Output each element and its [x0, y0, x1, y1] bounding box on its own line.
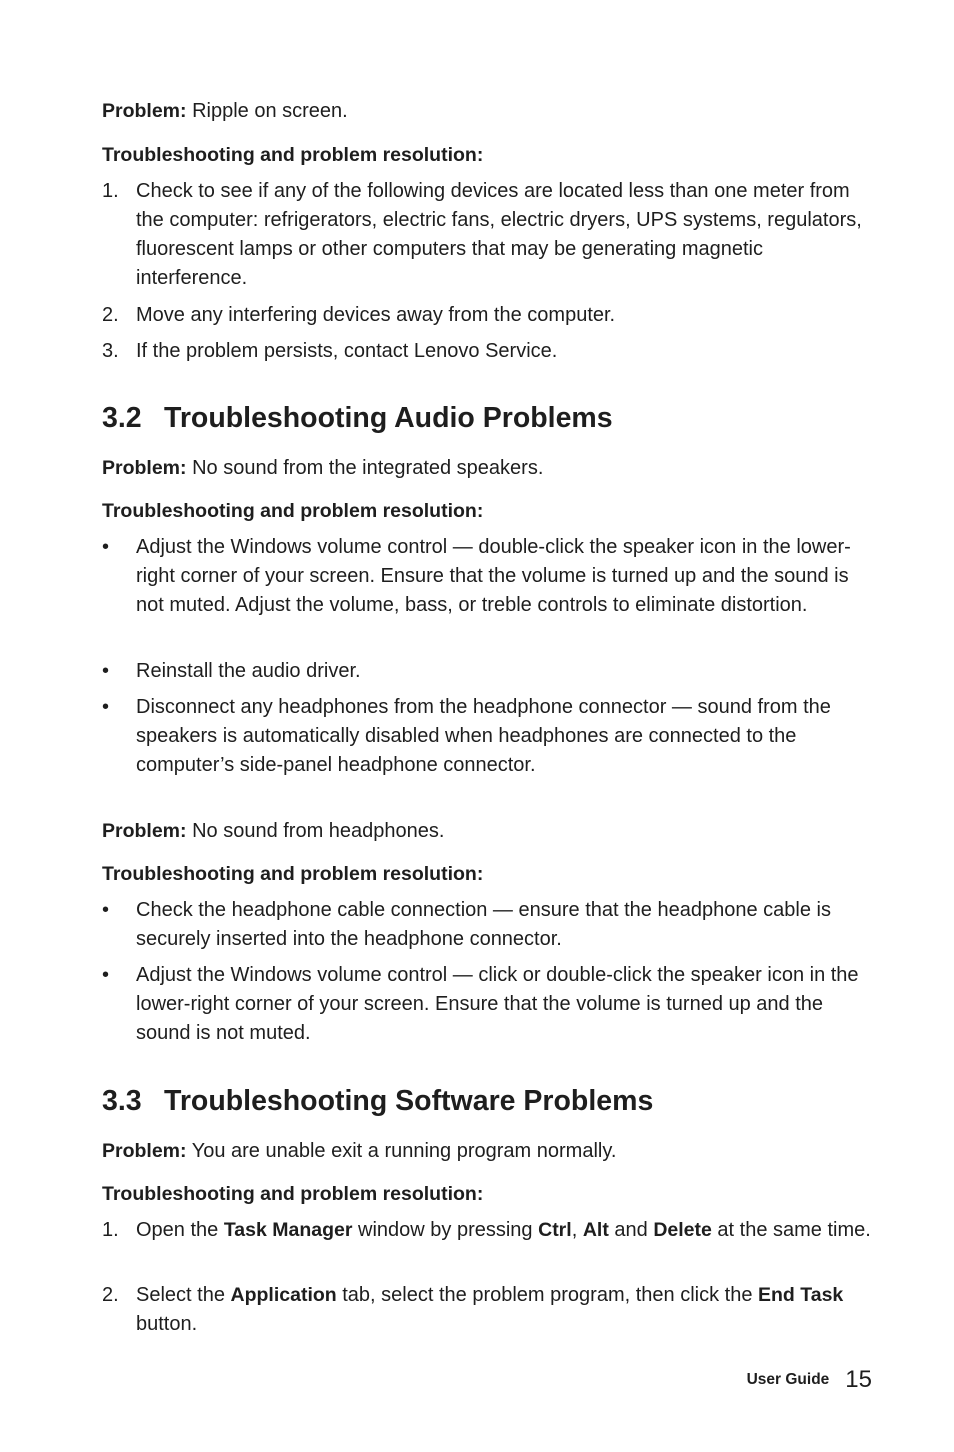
list-item: [102, 896, 872, 954]
list-number: 2.: [102, 1284, 119, 1306]
list-item: [102, 657, 872, 686]
list-item-text: Reinstall the audio driver.: [136, 660, 361, 682]
resolution-label: Troubleshooting and problem resolution:: [102, 144, 484, 166]
list-item-text: Move any interfering devices away from the computer.: [136, 304, 616, 326]
problem-label: Problem:: [102, 457, 187, 479]
problem-text: Ripple on screen.: [186, 100, 348, 122]
section-number: 3.3: [102, 1085, 142, 1117]
list-item-text: If the problem persists, contact Lenovo Service.: [136, 340, 558, 362]
resolution-label: Troubleshooting and problem resolution:: [102, 1183, 484, 1205]
bullet: •: [102, 696, 110, 718]
list-item-text: Open the Task Manager window by pressing Ctrl, Alt and Delete at the same time.: [136, 1219, 871, 1241]
section-heading-software: [102, 1085, 653, 1118]
list-item-text: Select the Application tab, select the problem program, then click the End Task button.: [136, 1284, 844, 1335]
problem-label: Problem:: [102, 1140, 187, 1162]
list-item: [102, 1281, 872, 1339]
list-item: [102, 533, 872, 620]
resolution-label: Troubleshooting and problem resolution:: [102, 863, 484, 885]
footer-label: User Guide: [746, 1371, 830, 1388]
problem-exit-program: [102, 1137, 872, 1166]
list-number: 3.: [102, 340, 119, 362]
page-number: 15: [845, 1366, 872, 1393]
ui-term-task-manager: Task Manager: [223, 1219, 353, 1241]
section-title: Troubleshooting Audio Problems: [164, 402, 613, 434]
problem-speakers: [102, 454, 872, 483]
list-item: [102, 693, 872, 780]
bullet: •: [102, 899, 110, 921]
list-item-text: Disconnect any headphones from the headphone connector — sound from the speakers is automatically disabled when headphones are connected to the computer’s side-panel headphone connector.: [136, 696, 831, 776]
ui-term-end-task: End Task: [758, 1284, 844, 1306]
problem-text: No sound from headphones.: [186, 820, 445, 842]
problem-ripple: [102, 97, 872, 126]
problem-label: Problem:: [102, 820, 187, 842]
list-number: 2.: [102, 304, 119, 326]
section-number: 3.2: [102, 402, 142, 434]
list-item: [102, 177, 872, 293]
bullet: •: [102, 660, 110, 682]
bullet: •: [102, 536, 110, 558]
section-title: Troubleshooting Software Problems: [164, 1085, 654, 1117]
ui-term-application: Application: [230, 1284, 337, 1306]
bullet: •: [102, 964, 110, 986]
list-item-text: Adjust the Windows volume control — double-click the speaker icon in the lower-right corner of your screen. Ensure that the volume is turned up and the sound is not muted. Adjust the volume, bass, or treble controls to eliminate distortion.: [136, 536, 851, 616]
key-ctrl: Ctrl: [538, 1219, 572, 1241]
list-item: [102, 337, 872, 366]
resolution-label: Troubleshooting and problem resolution:: [102, 500, 484, 522]
section-heading-audio: [102, 402, 613, 435]
list-item: [102, 1216, 872, 1245]
problem-text: You are unable exit a running program normally.: [186, 1140, 617, 1162]
key-delete: Delete: [653, 1219, 712, 1241]
page-footer: [747, 1366, 872, 1394]
problem-headphones: [102, 817, 872, 846]
list-number: 1.: [102, 1219, 119, 1241]
list-item: [102, 961, 872, 1048]
problem-text: No sound from the integrated speakers.: [186, 457, 544, 479]
list-item-text: Adjust the Windows volume control — click or double-click the speaker icon in the lower-right corner of your screen. Ensure that the volume is turned up and the sound is not muted.: [136, 964, 859, 1044]
key-alt: Alt: [582, 1219, 609, 1241]
list-item: [102, 301, 872, 330]
problem-label: Problem:: [102, 100, 187, 122]
list-item-text: Check the headphone cable connection — ensure that the headphone cable is securely inserted into the headphone connector.: [136, 899, 831, 950]
list-item-text: Check to see if any of the following devices are located less than one meter from the computer: refrigerators, electric fans, electric dryers, UPS systems, regulators, fluorescent lamps or other computers that may be generating magnetic interference.: [136, 180, 862, 289]
list-number: 1.: [102, 180, 119, 202]
